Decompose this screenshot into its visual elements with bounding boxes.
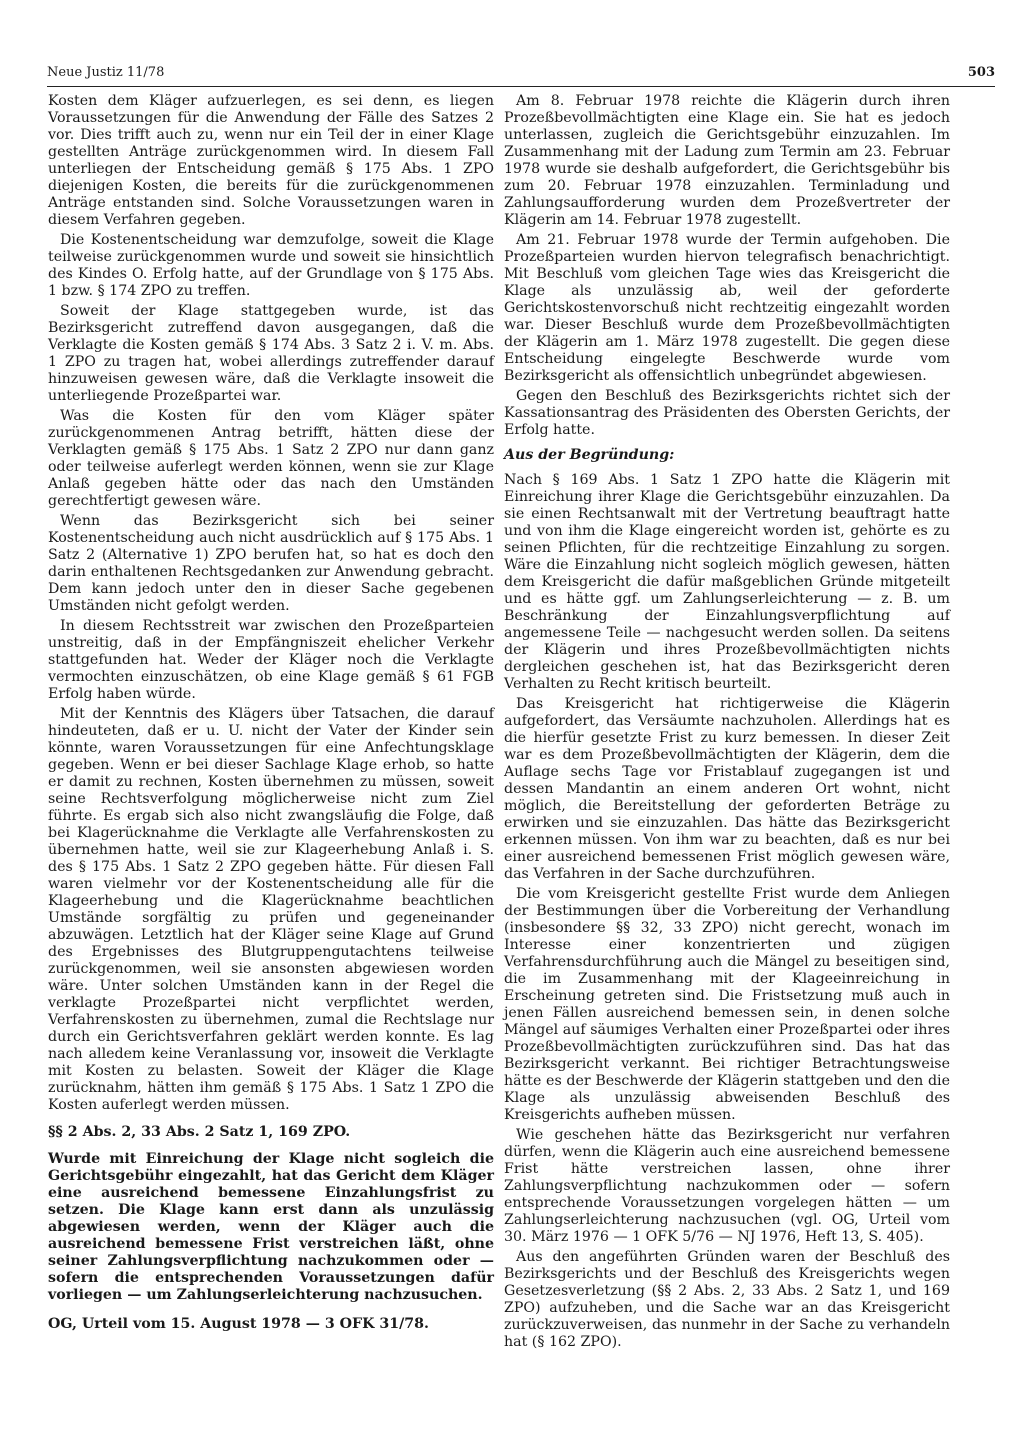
- paragraph: Am 8. Februar 1978 reichte die Klägerin durch ihren Prozeßbevollmächtigten eine Klage ein. Sie hat es jedoch unterlassen, zugleich die Gerichtsgebühr einzuzahlen. Im Zusammenhang mit der Ladung zum Termin am 23. Februar 1978 wurde sie deshalb aufgefordert, die Gerichtsgebühr bis zum 20. Februar 1978 einzuzahlen. Terminladung und Zahlungsaufforderung wurden dem Prozeßvertreter der Klägerin am 14. Februar 1978 zugestellt.: [504, 93, 950, 228]
- subheading: Aus der Begründung:: [504, 447, 675, 463]
- left-column: [48, 93, 494, 1336]
- paragraph: Mit der Kenntnis des Klägers über Tatsachen, die darauf hindeuteten, daß er u. U. nicht der Vater der Kinder sein könnte, waren Voraussetzungen für eine Anfechtungsklage gegeben. Wenn er bei dieser Sachlage Klage erhob, so hatte er damit zu rechnen, Kosten übernehmen zu müssen, soweit seine Rechtsverfolgung möglicherweise nicht zum Ziel führte. Es ergab sich also nicht zwangsläufig die Folge, daß bei Klagerücknahme die Verklagte alle Verfahrenskosten zu übernehmen hatte, weil sie zur Klageerhebung Anlaß i. S. des § 175 Abs. 1 Satz 2 ZPO gegeben hätte. Für diesen Fall waren vielmehr vor der Kostenentscheidung alle für die Klageerhebung und die Klagerücknahme beachtlichen Umstände sorgfältig zu prüfen und gegeneinander abzuwägen. Letztlich hat der Kläger seine Klage auf Grund des Ergebnisses des Blutgruppengutachtens teilweise zurückgenommen, weil sie ansonsten abgewiesen worden wäre. Unter solchen Umständen kann in der Regel die verklagte Prozeßpartei nicht verpflichtet werden, Verfahrenskosten zu übernehmen, zumal die Rechtslage nur durch ein Gerichtsverfahren geklärt werden konnte. Es lag nach alledem keine Veranlassung vor, insoweit die Verklagte mit Kosten zu belasten. Soweit der Kläger die Klage zurücknahm, hätten ihm gemäß § 175 Abs. 1 Satz 1 ZPO die Kosten auferlegt werden müssen.: [48, 706, 494, 1113]
- paragraph: Das Kreisgericht hat richtigerweise die Klägerin aufgefordert, das Versäumte nachzuholen. Allerdings hat es die hierfür gesetzte Frist zu kurz bemessen. In dieser Zeit war es dem Prozeßbevollmächtigten der Klägerin, dem die Auflage sechs Tage vor Fristablauf zugegangen ist und dessen Mandantin an einem anderen Ort wohnt, nicht möglich, die Bereitstellung der geforderten Beträge zu erwirken und sie einzuzahlen. Das hätte das Bezirksgericht erkennen müssen. Von ihm war zu beachten, daß es nur bei einer ausreichend bemessenen Frist möglich gewesen wäre, das Verfahren in der Sache durchzuführen.: [504, 696, 950, 882]
- paragraph: In diesem Rechtsstreit war zwischen den Prozeßparteien unstreitig, daß in der Empfängniszeit ehelicher Verkehr stattgefunden hat. Weder der Kläger noch die Verklagte vermochten einzuschätzen, ob eine Klage gemäß § 61 FGB Erfolg haben würde.: [48, 618, 494, 702]
- header-rule: [47, 86, 995, 87]
- paragraph: Gegen den Beschluß des Bezirksgerichts richtet sich der Kassationsantrag des Präsidenten des Obersten Gerichts, der Erfolg hatte.: [504, 388, 950, 438]
- paragraph: Am 21. Februar 1978 wurde der Termin aufgehoben. Die Prozeßparteien wurden hiervon telegrafisch benachrichtigt. Mit Beschluß vom gleichen Tage wies das Kreisgericht die Klage als unzulässig ab, weil der geforderte Gerichtskostenvorschuß nicht rechtzeitig eingezahlt worden war. Dieser Beschluß wurde dem Prozeßbevollmächtigten der Klägerin am 1. März 1978 zugestellt. Die gegen diese Entscheidung eingelegte Beschwerde wurde vom Bezirksgericht als offensichtlich unbegründet abgewiesen.: [504, 232, 950, 384]
- journal-title: Neue Justiz 11/78: [47, 65, 165, 80]
- paragraph: Soweit der Klage stattgegeben wurde, ist das Bezirksgericht zutreffend davon ausgegangen, daß die Verklagte die Kosten gemäß § 174 Abs. 3 Satz 2 i. V. m. Abs. 1 ZPO zu tragen hat, wobei allerdings zutreffender darauf hinzuweisen gewesen wäre, daß die Verklagte insoweit die unterliegende Prozeßpartei war.: [48, 303, 494, 404]
- page-number: 503: [967, 65, 995, 80]
- page-header: [47, 62, 995, 84]
- paragraph: Nach § 169 Abs. 1 Satz 1 ZPO hatte die Klägerin mit Einreichung ihrer Klage die Gerichtsgebühr einzuzahlen. Da sie einen Rechtsanwalt mit der Vertretung beauftragt hatte und von ihm die Klage eingereicht worden ist, gehörte es zu seinen Pflichten, für die rechtzeitige Einzahlung zu sorgen. Wäre die Einzahlung nicht sogleich möglich gewesen, hätten dem Kreisgericht die dafür maßgeblichen Gründe mitgeteilt und es hätte ggf. um Zahlungserleichterung — z. B. um Beschränkung der Einzahlungsverpflichtung auf angemessene Teile — nachgesucht werden sollen. Da seitens der Klägerin und ihres Prozeßbevollmächtigten nichts dergleichen geschehen ist, hat das Bezirksgericht deren Verhalten zu Recht kritisch beurteilt.: [504, 472, 950, 692]
- paragraph: Die vom Kreisgericht gestellte Frist wurde dem Anliegen der Bestimmungen über die Vorbereitung der Verhandlung (insbesondere §§ 32, 33 ZPO) nicht gerecht, wonach im Interesse einer konzentrierten und zügigen Verfahrensdurchführung auch die Mängel zu beseitigen sind, die im Zusammenhang mit der Klageeinreichung in Erscheinung getreten sind. Die Fristsetzung muß auch in jenen Fällen ausreichend bemessen sein, in denen solche Mängel auf säumiges Verhalten einer Prozeßpartei oder ihres Prozeßbevollmächtigten zurückzuführen sind. Das hat das Bezirksgericht verkannt. Bei richtiger Betrachtungsweise hätte es der Beschwerde der Klägerin stattgeben und den die Klage als unzulässig abweisenden Beschluß des Kreisgerichts aufheben müssen.: [504, 886, 950, 1123]
- paragraph: Kosten dem Kläger aufzuerlegen, es sei denn, es liegen Voraussetzungen für die Anwendung der Fälle des Satzes 2 vor. Dies trifft auch zu, wenn nur ein Teil der in einer Klage gestellten Anträge zurückgenommen wird. In diesem Fall unterliegen der Entscheidung gemäß § 175 Abs. 1 ZPO diejenigen Kosten, die bereits für die zurückgenommenen Anträge entstanden sind. Solche Voraussetzungen waren in diesem Verfahren gegeben.: [48, 93, 494, 228]
- paragraph: Wenn das Bezirksgericht sich bei seiner Kostenentscheidung auch nicht ausdrücklich auf § 175 Abs. 1 Satz 2 (Alternative 1) ZPO berufen hat, so hat es doch den darin enthaltenen Rechtsgedanken zur Anwendung gebracht. Dem kann jedoch unter den in dieser Sache gegebenen Umständen nicht gefolgt werden.: [48, 513, 494, 614]
- right-column: [504, 93, 950, 1354]
- paragraph: Aus den angeführten Gründen waren der Beschluß des Bezirksgerichts und der Beschluß des Kreisgerichts wegen Gesetzesverletzung (§§ 2 Abs. 2, 33 Abs. 2 Satz 1, und 169 ZPO) aufzuheben, und die Sache war an das Kreisgericht zurückzuverweisen, das nunmehr in der Sache zu verhandeln hat (§ 162 ZPO).: [504, 1249, 950, 1350]
- section-title: §§ 2 Abs. 2, 33 Abs. 2 Satz 1, 169 ZPO.: [48, 1124, 351, 1140]
- paragraph: Die Kostenentscheidung war demzufolge, soweit die Klage teilweise zurückgenommen wurde und soweit sie hinsichtlich des Kindes O. Erfolg hatte, auf der Grundlage von § 175 Abs. 1 bzw. § 174 ZPO zu treffen.: [48, 232, 494, 299]
- leitsatz: Wurde mit Einreichung der Klage nicht sogleich die Gerichtsgebühr eingezahlt, hat das Gericht dem Kläger eine ausreichend bemessene Einzahlungsfrist zu setzen. Die Klage kann erst dann als unzulässig abgewiesen werden, wenn der Kläger auch die ausreichend bemessene Frist verstreichen läßt, ohne seiner Zahlungsverpflichtung nachzukommen oder — sofern die entsprechenden Voraussetzungen dafür vorliegen — um Zahlungserleichterung nachzusuchen.: [48, 1151, 494, 1303]
- paragraph: Wie geschehen hätte das Bezirksgericht nur verfahren dürfen, wenn die Klägerin auch eine ausreichend bemessene Frist hätte verstreichen lassen, ohne ihrer Zahlungsverpflichtung nachzukommen oder — sofern entsprechende Voraussetzungen vorgelegen hätten — um Zahlungserleichterung nachzusuchen (vgl. OG, Urteil vom 30. März 1976 — 1 OFK 5/76 — NJ 1976, Heft 13, S. 405).: [504, 1127, 950, 1245]
- court-citation: OG, Urteil vom 15. August 1978 — 3 OFK 31/78.: [48, 1316, 429, 1332]
- paragraph: Was die Kosten für den vom Kläger später zurückgenommenen Antrag betrifft, hätten diese der Verklagten gemäß § 175 Abs. 1 Satz 2 ZPO nur dann ganz oder teilweise auferlegt werden können, wenn sie zur Klage Anlaß gegeben hätte oder das nach den Umständen gerechtfertigt gewesen wäre.: [48, 408, 494, 509]
